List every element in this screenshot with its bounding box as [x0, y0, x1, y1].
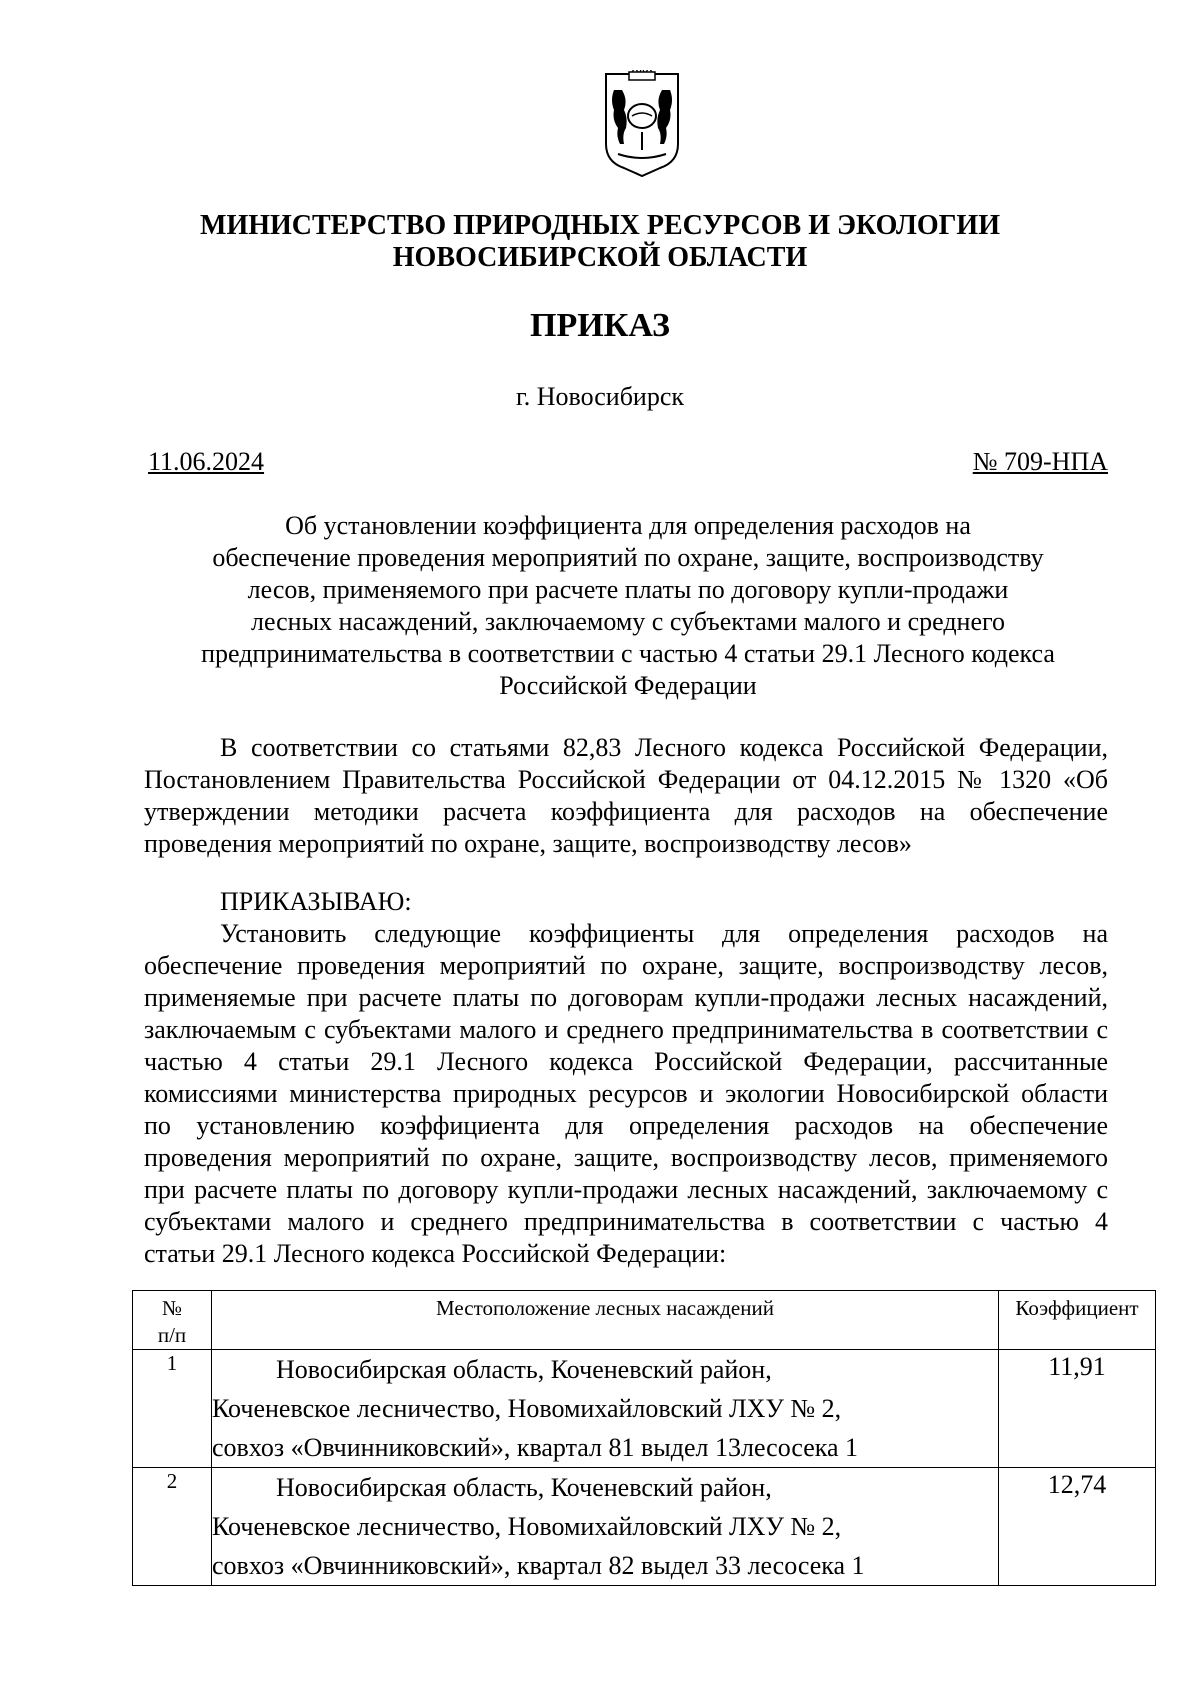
- preamble-line: Постановлением Правительства Российской Федерации от 04.12.2015 № 1320 «Об: [144, 765, 1108, 794]
- header-coefficient: Коэффициент: [999, 1291, 1156, 1350]
- document-date: 11.06.2024: [148, 447, 265, 476]
- order-line: статьи 29.1 Лесного кодекса Российской Федерации:: [144, 1239, 727, 1268]
- order-paragraph: [144, 918, 1108, 1270]
- document-type: ПРИКАЗ: [530, 307, 670, 344]
- row-coefficient: 12,74: [999, 1468, 1156, 1586]
- order-line: заключаемым с субъектами малого и среднего предпринимательства в соответствии с: [144, 1015, 1108, 1044]
- location-line: Коченевское лесничество, Новомихайловский ЛХУ № 2,: [212, 1394, 842, 1423]
- location-line: совхоз «Овчинниковский», квартал 81 выдел 13лесосека 1: [212, 1433, 859, 1462]
- subject-line: Об установлении коэффициента для определения расходов на: [285, 511, 971, 540]
- location-line: Новосибирская область, Коченевский район,: [276, 1473, 772, 1502]
- table-header-row: [133, 1291, 1156, 1350]
- order-line: при расчете платы по договору купли-продажи лесных насаждений, заключаемому с: [144, 1175, 1108, 1204]
- subject-line: предпринимательства в соответствии с частью 4 статьи 29.1 Лесного кодекса: [201, 639, 1055, 668]
- table-row: [133, 1350, 1156, 1468]
- order-line: частью 4 статьи 29.1 Лесного кодекса Российской Федерации, рассчитанные: [144, 1047, 1108, 1076]
- order-line: применяемые при расчете платы по договорам купли-продажи лесных насаждений,: [144, 983, 1108, 1012]
- coefficients-table: [132, 1290, 1156, 1586]
- preamble-line: утверждении методики расчета коэффициента для расходов на обеспечение: [144, 797, 1108, 826]
- ministry-name-line1: МИНИСТЕРСТВО ПРИРОДНЫХ РЕСУРСОВ И ЭКОЛОГИИ: [200, 210, 1000, 241]
- ministry-name: [0, 210, 1200, 274]
- subject-line: лесных насаждений, заключаемому с субъектами малого и среднего: [250, 607, 1006, 636]
- order-line: субъектами малого и среднего предпринимательства в соответствии с частью 4: [144, 1207, 1108, 1236]
- order-line: обеспечение проведения мероприятий по охране, защите, воспроизводству лесов,: [144, 951, 1108, 980]
- document-number: № 709-НПА: [972, 447, 1108, 476]
- location-line: совхоз «Овчинниковский», квартал 82 выдел 33 лесосека 1: [212, 1551, 865, 1580]
- header-location: Местоположение лесных насаждений: [212, 1291, 999, 1350]
- preamble-paragraph: [144, 732, 1108, 860]
- document-subject: [148, 510, 1108, 702]
- row-coefficient: 11,91: [999, 1350, 1156, 1468]
- order-line: комиссиями министерства природных ресурсов и экологии Новосибирской области: [144, 1079, 1108, 1108]
- location-line: Коченевское лесничество, Новомихайловский ЛХУ № 2,: [212, 1512, 842, 1541]
- document-city: г. Новосибирск: [515, 382, 685, 411]
- order-line: Установить следующие коэффициенты для определения расходов на: [220, 919, 1108, 948]
- order-line: проведения мероприятий по охране, защите, воспроизводству лесов, применяемого: [144, 1143, 1108, 1172]
- row-location: [212, 1468, 999, 1586]
- location-line: Новосибирская область, Коченевский район,: [276, 1355, 772, 1384]
- coat-of-arms-emblem: [602, 70, 682, 180]
- preamble-line: В соответствии со статьями 82,83 Лесного кодекса Российской Федерации,: [220, 733, 1108, 762]
- row-location: [212, 1350, 999, 1468]
- table-row: [133, 1468, 1156, 1586]
- subject-line: обеспечение проведения мероприятий по охране, защите, воспроизводству: [212, 543, 1044, 572]
- ministry-name-line2: НОВОСИБИРСКОЙ ОБЛАСТИ: [392, 242, 808, 273]
- row-number: 1: [133, 1350, 212, 1468]
- row-number: 2: [133, 1468, 212, 1586]
- header-number-line2: п/п: [157, 1323, 187, 1347]
- order-line: по установлению коэффициента для определения расходов на обеспечение: [144, 1111, 1108, 1140]
- preamble-line: проведения мероприятий по охране, защите, воспроизводству лесов»: [144, 829, 912, 858]
- subject-line: лесов, применяемого при расчете платы по договору купли-продажи: [247, 575, 1009, 604]
- order-word: ПРИКАЗЫВАЮ:: [220, 887, 412, 916]
- header-number-line1: №: [161, 1296, 183, 1320]
- header-number: [133, 1291, 212, 1350]
- subject-line: Российской Федерации: [499, 671, 757, 700]
